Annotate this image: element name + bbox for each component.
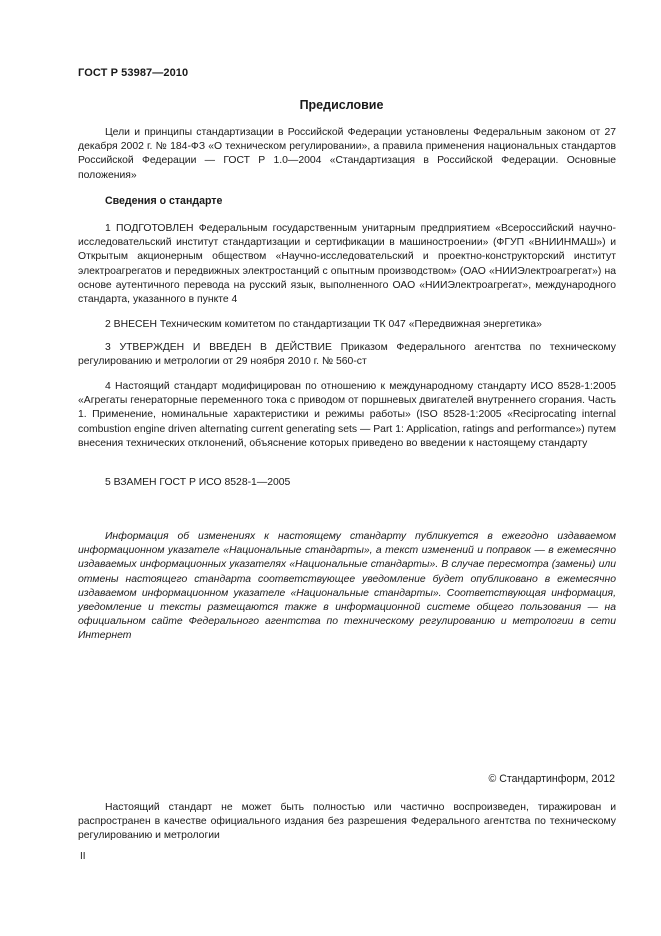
item-3 bbox=[78, 341, 616, 369]
intro-text: Цели и принципы стандартизации в Российской Федерации установлены Федеральным законом от 27 декабря 2002 г. № 184-ФЗ «О техническом регулировании», а правила применения национальных стандартов Российской Федерации — ГОСТ Р 1.0—2004 «Стандартизация в Российской Федерации. Основные положения» bbox=[78, 127, 616, 181]
item-4-text: 4 Настоящий стандарт модифицирован по отношению к международному стандарту ИСО 8528-1:2005 «Агрегаты генераторные переменного тока с приводом от поршневых двигателей внутреннего сгорания. Часть 1. Применение, номинальные характеристики и режимы работы» (ISO 8528-1:2005 «Reciprocating internal combustion engine driven alternating current generating sets — Part 1: Application, ratings and performance») путем внесения технических отклонений, объяснение которых приведено во введении к настоящему стандарту bbox=[78, 381, 616, 449]
item-1 bbox=[78, 222, 616, 307]
page-number: II bbox=[80, 851, 86, 862]
item-2-text: 2 ВНЕСЕН Техническим комитетом по стандартизации ТК 047 «Передвижная энергетика» bbox=[105, 319, 542, 330]
page-title: Предисловие bbox=[299, 98, 384, 112]
reproduction-note bbox=[78, 801, 616, 844]
standard-code-header: ГОСТ Р 53987—2010 bbox=[78, 67, 189, 79]
intro-paragraph bbox=[78, 126, 616, 183]
section-heading: Сведения о стандарте bbox=[105, 195, 223, 207]
info-note bbox=[78, 530, 616, 644]
item-3-text: 3 УТВЕРЖДЕН И ВВЕДЕН В ДЕЙСТВИЕ Приказом Федерального агентства по техническому регулированию и метрологии от 29 ноября 2010 г. № 560-ст bbox=[78, 342, 616, 368]
item-5-text: 5 ВЗАМЕН ГОСТ Р ИСО 8528-1—2005 bbox=[105, 477, 291, 488]
item-2 bbox=[78, 318, 616, 332]
item-1-text: 1 ПОДГОТОВЛЕН Федеральным государственным унитарным предприятием «Всероссийский научно-исследовательский институт стандартизации и сертификации в машиностроении» (ФГУП «ВНИИНМАШ») и Открытым акционерным обществом «Научно-исследовательский и проектно-конструкторский институт электроагрегатов и передвижных электростанций с опытным производством» (ОАО «НИИЭлектроагрегат») на основе аутентичного перевода на русский язык, выполненного ОАО «НИИЭлектроагрегат», международного стандарта, указанного в пункте 4 bbox=[78, 223, 616, 306]
reproduction-note-text: Настоящий стандарт не может быть полностью или частично воспроизведен, тиражирован и распространен в качестве официального издания без разрешения Федерального агентства по техническому регулированию и метрологии bbox=[78, 802, 616, 842]
item-4 bbox=[78, 380, 616, 451]
info-note-text: Информация об изменениях к настоящему стандарту публикуется в ежегодно издаваемом информационном указателе «Национальные стандарты», а текст изменений и поправок — в ежемесячно издаваемых информационных указателях «Национальные стандарты». В случае пересмотра (замены) или отмены настоящего стандарта соответствующее уведомление будет опубликовано в ежемесячно издаваемом информационном указателе «Национальные стандарты». Соответствующая информация, уведомление и тексты размещаются также в информационной системе общего пользования — на официальном сайте Федерального агентства по техническому регулированию и метрологии в сети Интернет bbox=[78, 531, 616, 642]
item-5 bbox=[78, 476, 616, 490]
copyright-line: © Стандартинформ, 2012 bbox=[488, 773, 615, 785]
